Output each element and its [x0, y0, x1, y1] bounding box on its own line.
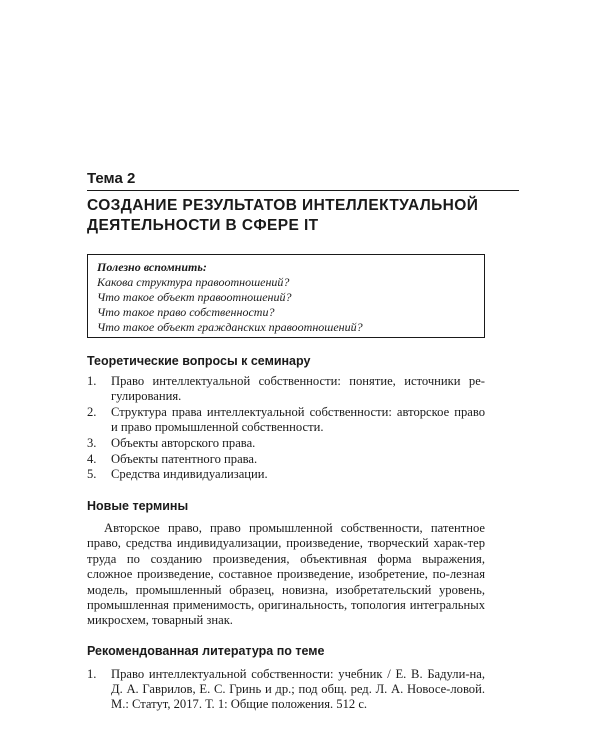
new-terms-text: Авторское право, право промышленной собственности, патентное право, средства индивидуализации, произведение, творческий харак-тер труда по созданию произведения, объективная форма выражения, сложное произведение, составное произведение, изобретение, по-лезная модель, промышленный образец, новизна, изобретательский уровень, промышленная применимость, оригинальность, топология интегральных микросхем, товарный знак.: [87, 521, 485, 628]
recall-title: Полезно вспомнить:: [97, 260, 207, 274]
theory-item-number: 1.: [87, 374, 97, 388]
topic-title: [87, 196, 478, 236]
topic-title-line-2: ДЕЯТЕЛЬНОСТИ В СФЕРЕ IT: [87, 217, 319, 234]
recall-question: Что такое право собственности?: [97, 305, 275, 319]
literature-item-number: 1.: [87, 667, 97, 681]
theory-item-text: Средства индивидуализации.: [111, 467, 268, 481]
recall-question: Что такое объект правоотношений?: [97, 290, 292, 304]
theory-heading: Теоретические вопросы к семинару: [87, 354, 311, 368]
new-terms-heading: Новые термины: [87, 499, 189, 513]
theory-item-number: 5.: [87, 467, 97, 481]
theory-item-number: 4.: [87, 452, 97, 466]
theory-item-text: Объекты авторского права.: [111, 436, 256, 450]
recall-question: Что такое объект гражданских правоотношений?: [97, 320, 363, 334]
theory-item-text: Структура права интеллектуальной собственности: авторское право и право промышленной собственности.: [111, 405, 485, 434]
theory-item: [87, 374, 485, 404]
theory-item-number: 2.: [87, 405, 97, 419]
literature-item: [87, 667, 485, 712]
recall-question: Какова структура правоотношений?: [97, 275, 290, 289]
literature-heading: Рекомендованная литература по теме: [87, 644, 325, 658]
recall-box: [87, 254, 485, 338]
theory-item-text: Право интеллектуальной собственности: понятие, источники ре-гулирования.: [111, 374, 485, 403]
theory-item-text: Объекты патентного права.: [111, 452, 258, 466]
theory-item: [87, 452, 485, 467]
topic-title-line-1: СОЗДАНИЕ РЕЗУЛЬТАТОВ ИНТЕЛЛЕКТУАЛЬНОЙ: [87, 197, 479, 214]
literature-item-text: Право интеллектуальной собственности: учебник / Е. В. Бадули-на, Д. А. Гаврилов, Е. С. Гринь и др.; под общ. ред. Л. А. Новосе-ловой. М.: Статут, 2017. Т. 1: Общие положения. 512 с.: [111, 667, 485, 711]
theory-item: [87, 405, 485, 435]
topic-underline: [87, 190, 519, 191]
theory-item-number: 3.: [87, 436, 97, 450]
theory-item: [87, 436, 485, 451]
topic-label: Тема 2: [87, 170, 136, 187]
theory-item: [87, 467, 485, 482]
